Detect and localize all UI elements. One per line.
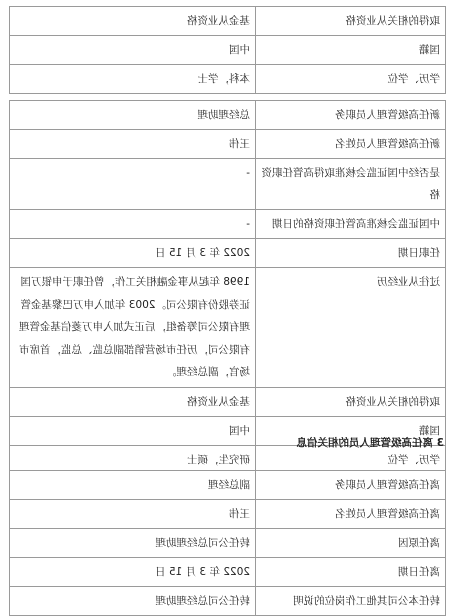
row-label: 任职日期 (256, 239, 446, 268)
info-table-1 (9, 6, 446, 94)
table-row (10, 471, 446, 500)
row-label: 学历、学位 (256, 65, 446, 94)
row-value: - (10, 210, 256, 239)
row-value: 基金从业资格 (10, 7, 256, 36)
table-row (10, 7, 446, 36)
table-row (10, 130, 446, 159)
row-label: 国籍 (256, 36, 446, 65)
row-value: 1998 年起从事金融相关工作，曾任职于申银万国证券股份有限公司。2003 年加入申万巴黎基金管理有限公司筹备组，后正式加入申万菱信基金管理有限公司，历任市场营销部副总监、总监，首席市场官，副总经理。 (10, 268, 256, 388)
row-label: 取得的相关从业资格 (256, 387, 446, 416)
table-row (10, 500, 446, 529)
table-row (10, 239, 446, 268)
table-row (10, 101, 446, 130)
info-table-3 (9, 470, 446, 616)
row-value: 中国 (10, 36, 256, 65)
row-label: 过往从业经历 (256, 268, 446, 388)
row-value: 总经理助理 (10, 101, 256, 130)
row-label: 取得的相关从业资格 (256, 7, 446, 36)
table-row (10, 558, 446, 587)
table-row (10, 268, 446, 388)
table-row (10, 210, 446, 239)
table-row (10, 159, 446, 210)
row-label: 离任原因 (256, 529, 446, 558)
row-value: 基金从业资格 (10, 387, 256, 416)
table-row (10, 65, 446, 94)
row-label: 新任高级管理人员姓名 (256, 130, 446, 159)
row-label: 新任高级管理人员职务 (256, 101, 446, 130)
table-row (10, 587, 446, 616)
row-label: 中国证监会核准高管任职资格的日期 (256, 210, 446, 239)
table-row (10, 36, 446, 65)
table-row (10, 529, 446, 558)
row-value: 中国 (10, 416, 256, 445)
row-label: 离任高级管理人员职务 (256, 471, 446, 500)
row-value: 副总经理 (10, 471, 256, 500)
row-value: 王伟 (10, 500, 256, 529)
row-value: 2022 年 3 月 15 日 (10, 239, 256, 268)
row-label: 国籍 (256, 416, 446, 445)
row-value: 王伟 (10, 130, 256, 159)
row-label: 是否经中国证监会核准取得高管任职资格 (256, 159, 446, 210)
table-row (10, 387, 446, 416)
row-label: 离任日期 (256, 558, 446, 587)
row-value: 转任公司总经理助理 (10, 587, 256, 616)
row-value: 研究生，硕士 (10, 445, 256, 474)
row-value: 转任公司总经理助理 (10, 529, 256, 558)
row-label: 转任本公司其他工作岗位的说明 (256, 587, 446, 616)
row-label: 离任高级管理人员姓名 (256, 500, 446, 529)
section-heading: 3 离任高级管理人员的相关信息 (296, 437, 444, 449)
row-value: 本科，学士 (10, 65, 256, 94)
row-label: 学历、学位 (256, 445, 446, 474)
row-value: - (10, 159, 256, 210)
row-value: 2022 年 3 月 15 日 (10, 558, 256, 587)
info-table-2 (9, 100, 446, 475)
